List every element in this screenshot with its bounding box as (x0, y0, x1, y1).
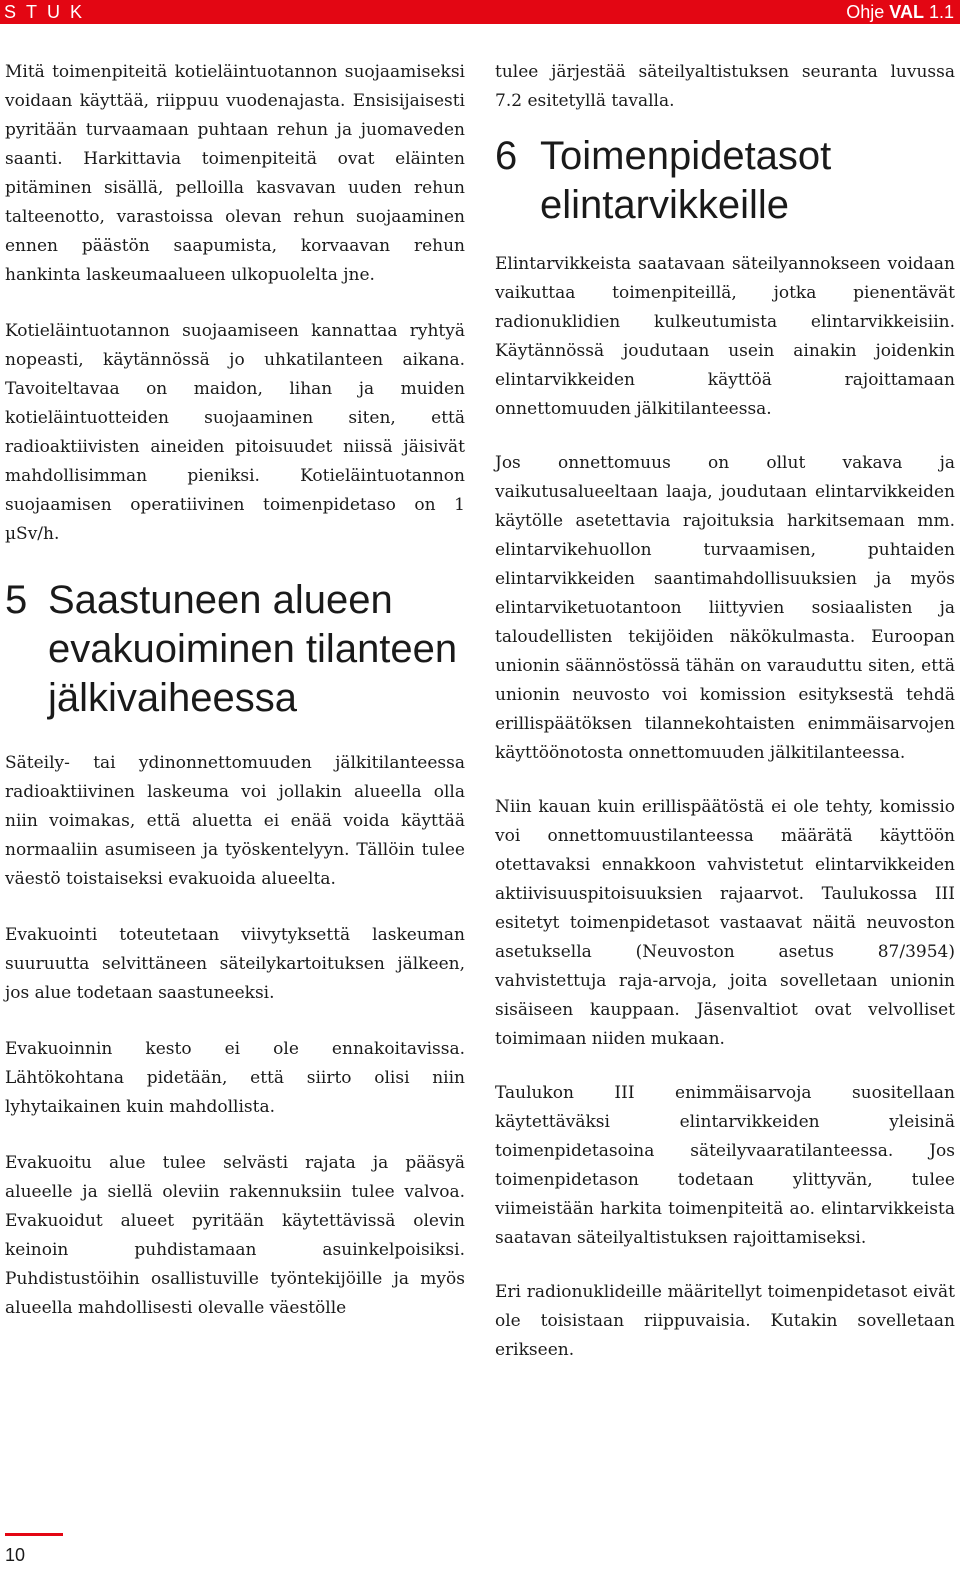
paragraph: Kotieläintuotannon suojaamiseen kannattaa ryhtyä nopeasti, käytännössä jo uhkatilanteen aikana. Tavoiteltavaa on maidon, lihan ja muiden kotieläintuotteiden suojaaminen siten, että radioaktiivisten aineiden pitoisuudet niissä jäisivät mahdollisimman pieniksi. Kotieläintuotannon suojaamisen operatiivinen toimenpidetaso on 1 µSv/h. (5, 321, 465, 544)
header-guide-id (846, 0, 954, 24)
paragraph: Taulukon III enimmäisarvoja suositellaan käytettäväksi elintarvikkeiden yleisinä toimenpidetasoina säteilyvaaratilanteessa. Jos toimenpidetason todetaan ylittyvän, tulee viimeistään harkita toimenpiteitä ao. elintarvikkeista saatavan säteilyaltistuksen rajoittamiseksi. (495, 1083, 955, 1248)
header-guide-code: VAL (889, 2, 924, 22)
page-header (0, 0, 960, 24)
paragraph: Evakuoitu alue tulee selvästi rajata ja pääsyä alueelle ja siellä oleviin rakennuksiin tulee valvoa. Evakuoidut alueet pyritään käytettävissä olevin keinoin puhdistamaan asuinkelpoisiksi. Puhdistustöihin osallistuville työntekijöille ja myös alueella mahdollisesti olevalle väestölle (5, 1153, 465, 1318)
paragraph: tulee järjestää säteilyaltistuksen seuranta luvussa 7.2 esitetyllä tavalla. (495, 62, 955, 111)
page-number: 10 (5, 1545, 26, 1565)
section-number: 6 (495, 134, 518, 178)
header-guide-number: 1.1 (923, 2, 954, 22)
paragraph: Säteily- tai ydinonnettomuuden jälkitilanteessa radioaktiivinen laskeuma voi jollakin alueella olla niin voimakas, että aluetta ei enää voida käyttää normaaliin asumiseen ja työskentelyyn. Tällöin tulee väestö toistaiseksi evakuoida alueelta. (5, 753, 465, 889)
section-heading-5 (5, 576, 465, 723)
paragraph: Jos onnettomuus on ollut vakava ja vaikutusalueeltaan laaja, joudutaan elintarvikkeiden käytölle asetettavia rajoituksia harkitsemaan mm. elintarvikehuollon turvaamisen, puhtaiden elintarvikkeiden saantimahdollisuuksien ja myös elintarviketuotantoon liittyvien sosiaalisten ja taloudellisten tekijöiden näkökulmasta. Euroopan unionin säännöstössä tähän on varauduttu siten, että unionin neuvosto voi komission esityksestä tehdä erillispäätöksen tilannekohtaisten enimmäisarvojen käyttöönotosta onnettomuuden jälkitilanteessa. (495, 453, 955, 763)
left-column (5, 58, 465, 1350)
paragraph: Mitä toimenpiteitä kotieläintuotannon suojaamiseksi voidaan käyttää, riippuu vuodenajasta. Ensisijaisesti pyritään turvaamaan puhtaan rehun ja juomaveden saanti. Harkittavia toimenpiteitä ovat eläinten pitäminen sisällä, pelloilla kasvavan uuden rehun talteenotto, varastoissa olevan rehun suojaaminen ennen päästön saapumista, korvaavan rehun hankinta laskeumaalueen ulkopuolelta jne. (5, 62, 465, 285)
section-number: 5 (5, 578, 28, 622)
paragraph: Elintarvikkeista saatavaan säteilyannokseen voidaan vaikuttaa toimenpiteillä, jotka pienentävät radionuklidien kulkeutumista elintarvikkeisiin. Käytännössä joudutaan usein ainakin joidenkin elintarvikkeiden käyttöä rajoittamaan onnettomuuden jälkitilanteessa. (495, 254, 955, 419)
footer-rule (5, 1533, 63, 1536)
section-heading-6 (495, 132, 955, 230)
paragraph: Eri radionuklideille määritellyt toimenpidetasot eivät ole toisistaan riippuvaisia. Kutakin sovelletaan erikseen. (495, 1282, 955, 1360)
section-title: Toimenpidetasot elintarvikkeille (540, 134, 832, 227)
paragraph: Evakuoinnin kesto ei ole ennakoitavissa. Lähtökohtana pidetään, että siirto olisi niin lyhytaikainen kuin mahdollista. (5, 1039, 465, 1117)
header-guide-prefix: Ohje (846, 2, 890, 22)
section-title: Saastuneen alueen evakuoiminen tilanteen jälkivaiheessa (48, 578, 458, 720)
right-column (495, 58, 955, 1390)
paragraph: Evakuointi toteutetaan viivytyksettä laskeuman suuruutta selvittäneen säteilykartoituksen jälkeen, jos alue todetaan saastuneeksi. (5, 925, 465, 1003)
header-brand: STUK (4, 2, 93, 22)
paragraph: Niin kauan kuin erillispäätöstä ei ole tehty, komissio voi onnettomuustilanteessa määrätä käyttöön otettavaksi ennakkoon vahvistetut elintarvikkeiden aktiivisuuspitoisuuksien rajaarvot. Taulukossa III esitetyt toimenpidetasot vastaavat näitä neuvoston asetuksella (Neuvoston asetus 87/3954) vahvistettuja raja-arvoja, joita sovelletaan unionin sisäiseen kauppaan. Jäsenvaltiot ovat velvolliset toimimaan niiden mukaan. (495, 797, 955, 1049)
